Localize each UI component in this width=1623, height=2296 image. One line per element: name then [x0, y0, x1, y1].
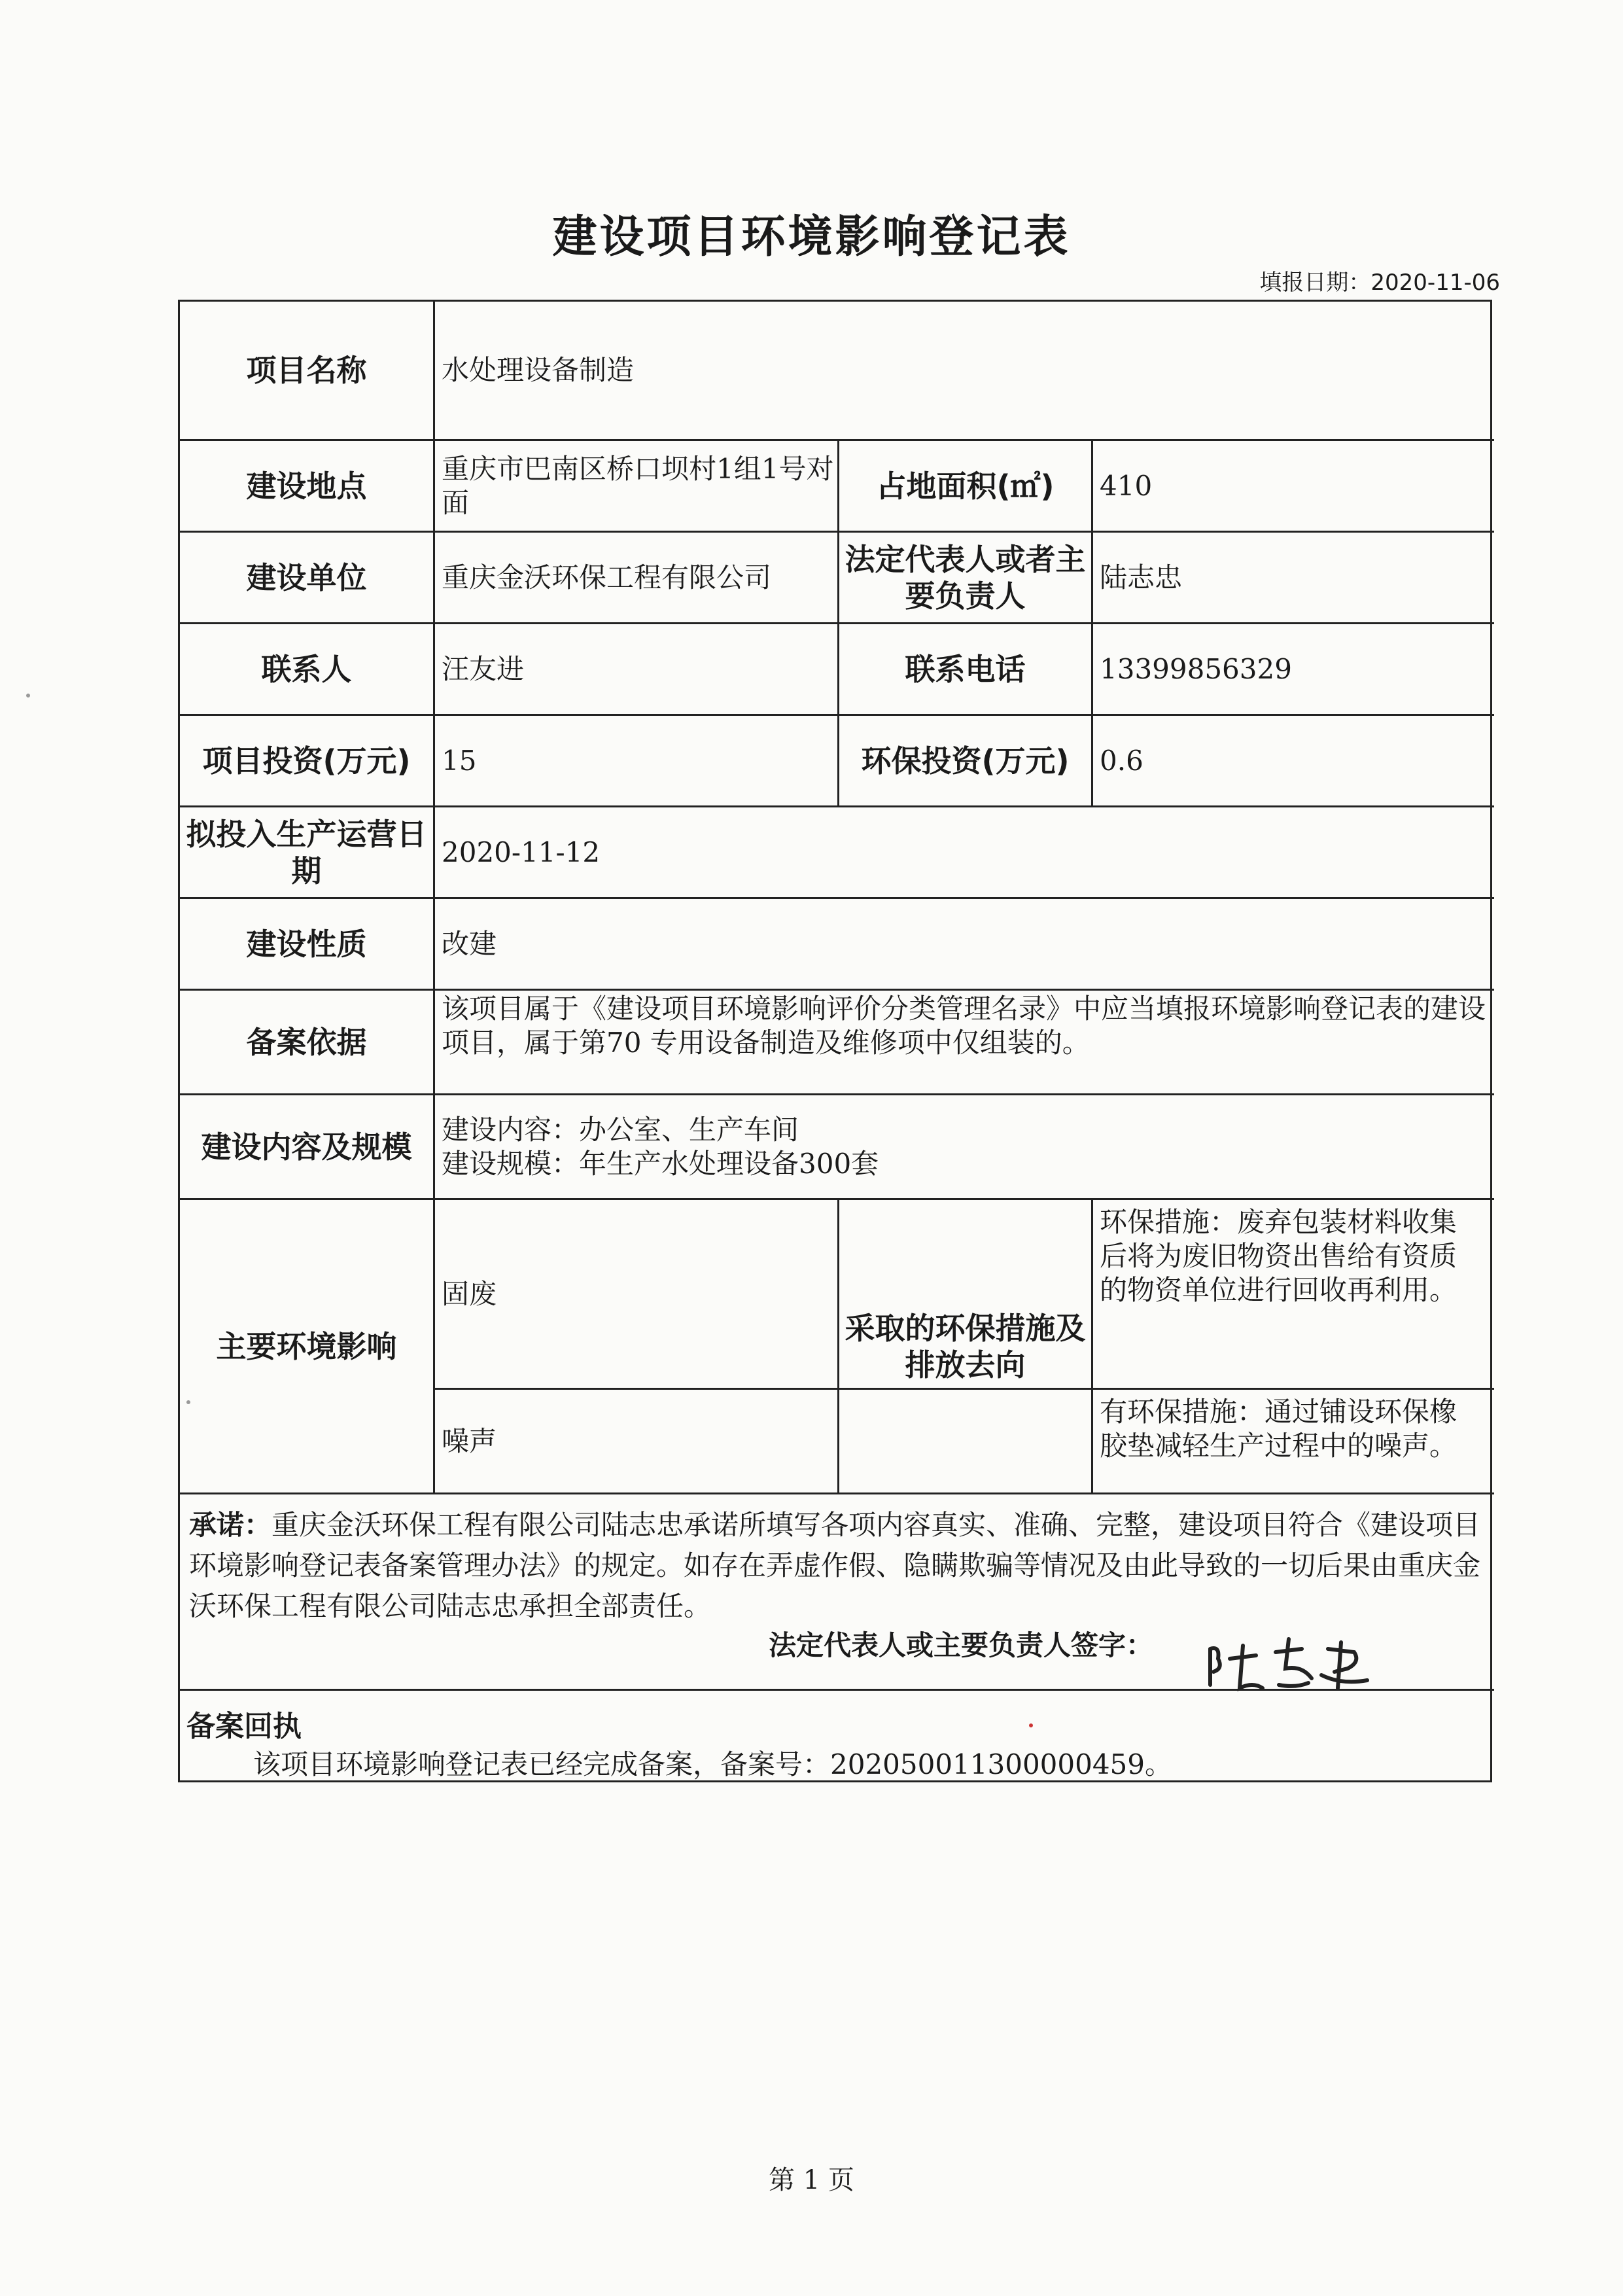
area-label: 占地面积(㎡): [876, 468, 1055, 504]
env-investment-value: 0.6: [1100, 744, 1143, 777]
receipt-label: 备案回执: [186, 1710, 302, 1743]
commitment-text: 重庆金沃环保工程有限公司陆志忠承诺所填写各项内容真实、准确、完整，建设项目符合《建设项目环境影响登记表备案管理办法》的规定。如存在弄虚作假、隐瞒欺骗等情况及由此导致的一切后果由重庆金沃环保工程有限公司陆志忠承担全部责任。: [189, 1509, 1481, 1622]
content-line-1: 建设内容：办公室、生产车间: [442, 1113, 799, 1146]
investment-label: 项目投资(万元): [202, 743, 411, 779]
document-title: 建设项目环境影响登记表: [552, 211, 1071, 263]
env-investment-label: 环保投资(万元): [861, 743, 1070, 779]
project-name-value: 水处理设备制造: [442, 354, 635, 386]
location-value: 重庆市巴南区桥口坝村1组1号对面: [442, 452, 834, 519]
registration-table: [178, 300, 1492, 1782]
solid-waste-label: 固废: [442, 1277, 497, 1310]
content-label: 建设内容及规模: [201, 1129, 412, 1165]
scan-speck: [186, 1400, 190, 1404]
basis-value: 该项目属于《建设项目环境影响评价分类管理名录》中应当填报环境影响登记表的建设项目，属于第70 专用设备制造及维修项中仅组装的。: [442, 993, 1486, 1059]
fill-date: 填报日期：2020-11-06: [1259, 270, 1500, 296]
receipt-text: 该项目环境影响登记表已经完成备案，备案号：202050011300000459。: [253, 1748, 1172, 1780]
content-value: [435, 1095, 1492, 1198]
start-date-value: 2020-11-12: [442, 836, 601, 868]
legal-rep-label: 法定代表人或者主要负责人: [845, 541, 1086, 614]
area-value: 410: [1100, 469, 1153, 502]
noise-label: 噪声: [442, 1424, 497, 1457]
noise-measure: 有环保措施：通过铺设环保橡胶垫减轻生产过程中的噪声。: [1100, 1396, 1457, 1462]
location-label: 建设地点: [246, 468, 367, 504]
content-line-2: 建设规模：年生产水处理设备300套: [442, 1147, 879, 1180]
phone-value: 13399856329: [1100, 652, 1292, 685]
nature-value: 改建: [442, 927, 497, 960]
scan-speck: [1029, 1723, 1033, 1727]
sign-label: 法定代表人或主要负责人签字：: [769, 1629, 1154, 1661]
investment-value: 15: [442, 744, 477, 777]
legal-rep-value: 陆志忠: [1100, 561, 1183, 593]
impact-label: 主要环境影响: [216, 1328, 397, 1364]
receipt-section: [180, 1691, 1492, 1782]
scan-speck: [26, 694, 30, 698]
contact-value: 汪友进: [442, 652, 525, 685]
contact-label: 联系人: [261, 651, 352, 687]
start-date-label: 拟投入生产运营日期: [186, 816, 427, 889]
unit-label: 建设单位: [246, 559, 367, 595]
nature-label: 建设性质: [246, 926, 367, 962]
project-name-label: 项目名称: [246, 353, 367, 388]
solid-waste-measure: 环保措施：废弃包装材料收集后将为废旧物资出售给有资质的物资单位进行回收再利用。: [1100, 1206, 1457, 1306]
measures-label: 采取的环保措施及排放去向: [845, 1310, 1086, 1383]
phone-label: 联系电话: [905, 651, 1026, 687]
unit-value: 重庆金沃环保工程有限公司: [442, 561, 772, 593]
handwritten-signature: [1014, 1623, 1472, 1701]
basis-label: 备案依据: [246, 1024, 367, 1060]
page-number: 第 1 页: [769, 2165, 854, 2195]
commitment-prefix: 承诺：: [189, 1509, 272, 1541]
